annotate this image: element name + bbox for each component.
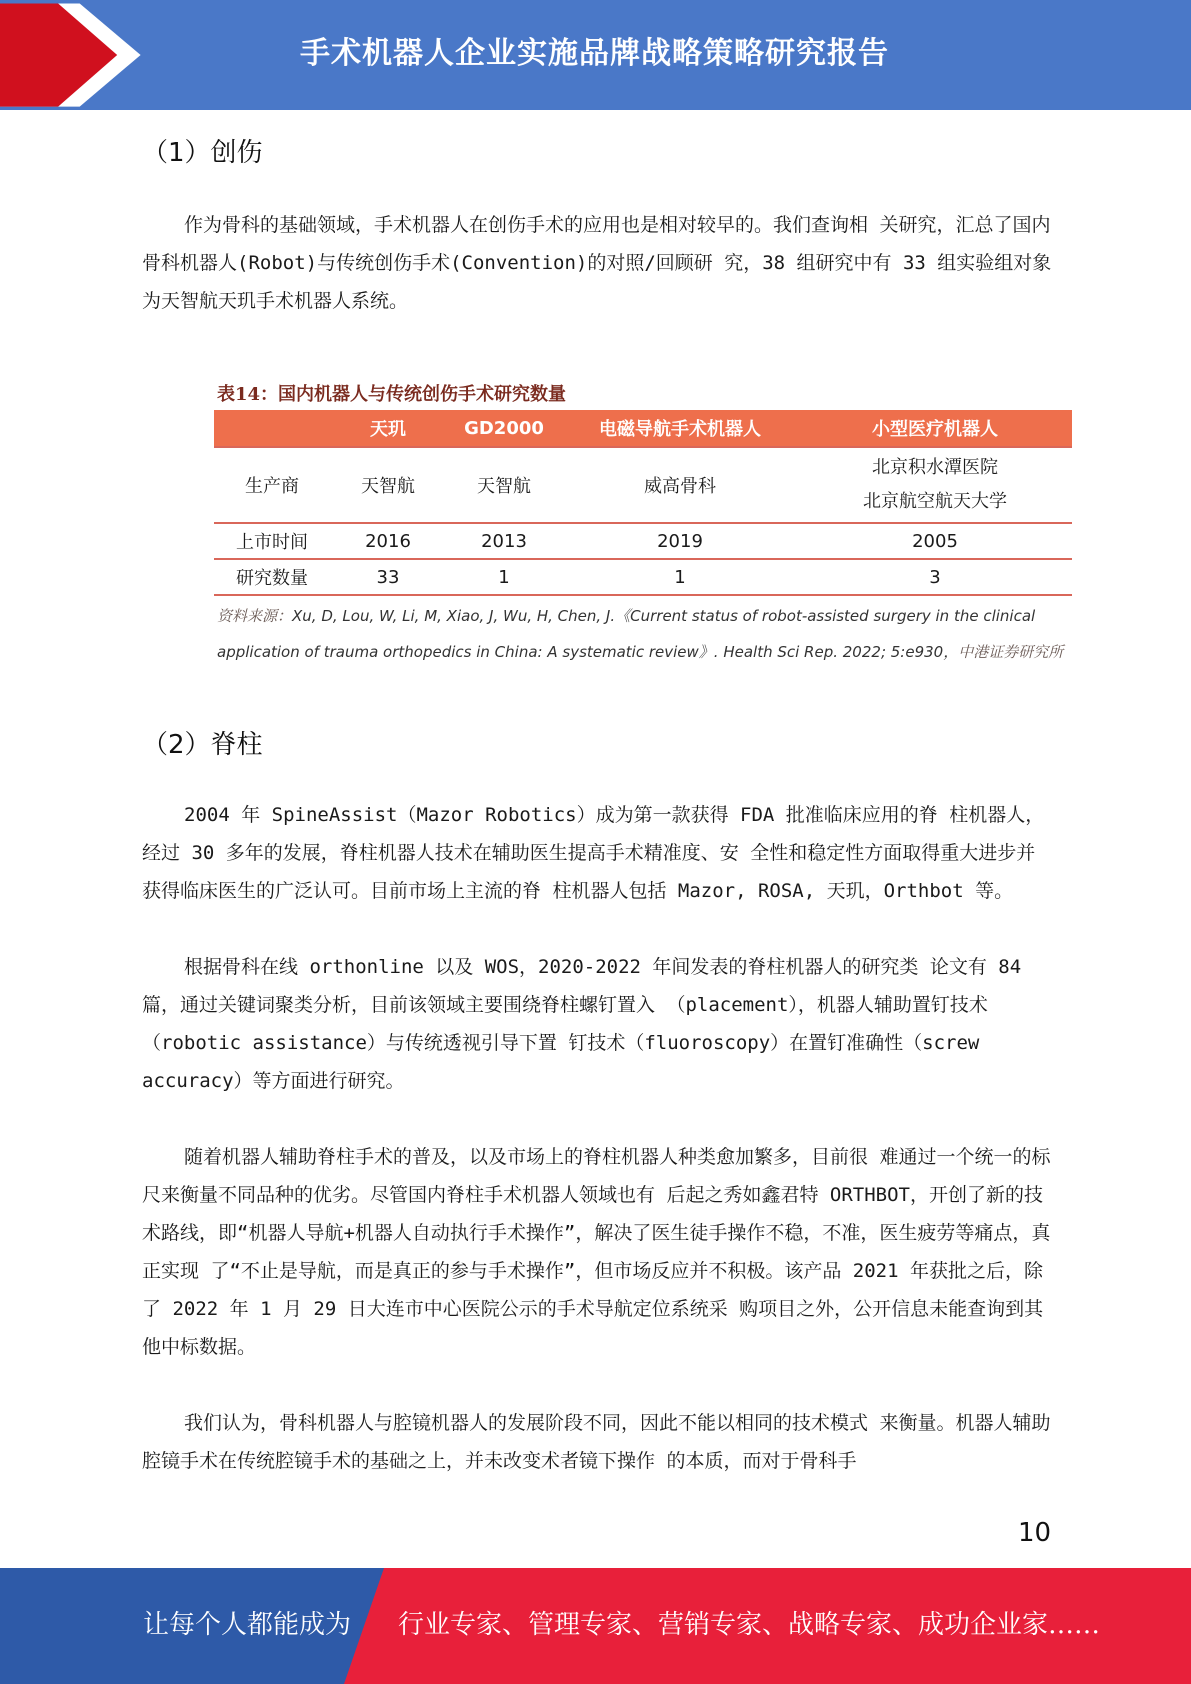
table-row [214,447,1072,523]
header-banner [0,0,1191,110]
paragraph: 作为骨科的基础领域，手术机器人在创伤手术的应用也是相对较早的。我们查询相 关研究，汇总了国内骨科机器人(Robot)与传统创伤手术(Convention)的对照/回顾研 究，38 组研究中有 33 组实验组对象为天智航天玑手术机器人系统。 [142,214,1052,312]
paragraph: 根据骨科在线 orthonline 以及 WOS，2020-2022 年间发表的脊柱机器人的研究类 论文有 84 篇，通过关键词聚类分析，目前该领域主要围绕脊柱螺钉置入 （placement），机器人辅助置钉技术（robotic assistance）与传统透视引导下置 钉技术（fluoroscopy）在置钉准确性（screw accuracy）等方面进行研究。 [142,956,1022,1092]
table-cell: 天智航 [330,447,446,523]
page-number: 10 [1018,1518,1052,1548]
source-suffix: 中港证券研究所 [958,643,1064,661]
cell-line: 北京航空航天大学 [863,491,1007,512]
study-count-table [214,410,1072,596]
footer-banner [0,1568,1191,1684]
table-header-cell: 天玑 [330,410,446,447]
row-label: 研究数量 [214,559,330,595]
paragraph: 随着机器人辅助脊柱手术的普及，以及市场上的脊柱机器人种类愈加繁多，目前很 难通过一个统一的标尺来衡量不同品种的优劣。尽管国内脊柱手术机器人领域也有 后起之秀如鑫君特 ORTHBOT，开创了新的技术路线，即“机器人导航+机器人自动执行手术操作”，解决了医生徒手操作不稳，不准，医生疲劳等痛点，真正实现 了“不止是导航，而是真正的参与手术操作”，但市场反应并不积极。该产品 2021 年获批之后，除了 2022 年 1 月 29 日大连市中心医院公示的手术导航定位系统采 购项目之外，公开信息未能查询到其他中标数据。 [142,1146,1051,1358]
table-cell: 2019 [562,523,798,559]
table-header-cell: 小型医疗机器人 [798,410,1072,447]
paragraph: 2004 年 SpineAssist（Mazor Robotics）成为第一款获得 FDA 批准临床应用的脊 柱机器人，经过 30 多年的发展，脊柱机器人技术在辅助医生提高手术精准度、安 全性和稳定性方面取得重大进步并获得临床医生的广泛认可。目前市场上主流的脊 柱机器人包括 Mazor, ROSA, 天玑，Orthbot 等。 [142,804,1045,902]
table-cell: 2005 [798,523,1072,559]
table-cell: 2013 [446,523,562,559]
table-row [214,523,1072,559]
table-cell: 威高骨科 [562,447,798,523]
table-cell: 1 [446,559,562,595]
table-cell: 3 [798,559,1072,595]
footer-slogan-left: 让每个人都能成为 [143,1610,352,1640]
source-citation: Xu, D, Lou, W, Li, M, Xiao, J, Wu, H, Chen, J.《Current status of robot-assisted surgery in the clinical application of trauma orthopedics in China: A systematic review》. Health Sci Rep. 2022; 5:e930， [217,607,1036,661]
section-heading-spine: （2）脊柱 [142,730,263,760]
table-header-cell [214,410,330,447]
cell-line: 北京积水潭医院 [872,457,998,478]
table-header-cell: 电磁导航手术机器人 [562,410,798,447]
section-heading-trauma: （1）创伤 [142,138,263,168]
table-cell: 天智航 [446,447,562,523]
report-title: 手术机器人企业实施品牌战略策略研究报告 [300,36,889,71]
row-label: 上市时间 [214,523,330,559]
table-source [217,598,1087,670]
footer-slogan-right: 行业专家、管理专家、营销专家、战略专家、成功企业家…… [398,1610,1101,1640]
source-prefix: 资料来源： [217,607,293,625]
row-label: 生产商 [214,447,330,523]
table-cell: 33 [330,559,446,595]
table-cell [798,447,1072,523]
table-caption: 表14：国内机器人与传统创伤手术研究数量 [217,384,567,405]
table-header-row [214,410,1072,447]
header-arrow-decoration [0,0,150,110]
table-row [214,559,1072,595]
table-cell: 2016 [330,523,446,559]
paragraph: 我们认为，骨科机器人与腔镜机器人的发展阶段不同，因此不能以相同的技术模式 来衡量。机器人辅助腔镜手术在传统腔镜手术的基础之上，并未改变术者镜下操作 的本质，而对于骨科手 [142,1412,1051,1472]
section-spine-body [142,796,1052,1480]
table-cell: 1 [562,559,798,595]
section-trauma-body [142,206,1052,320]
table-header-cell: GD2000 [446,410,562,447]
